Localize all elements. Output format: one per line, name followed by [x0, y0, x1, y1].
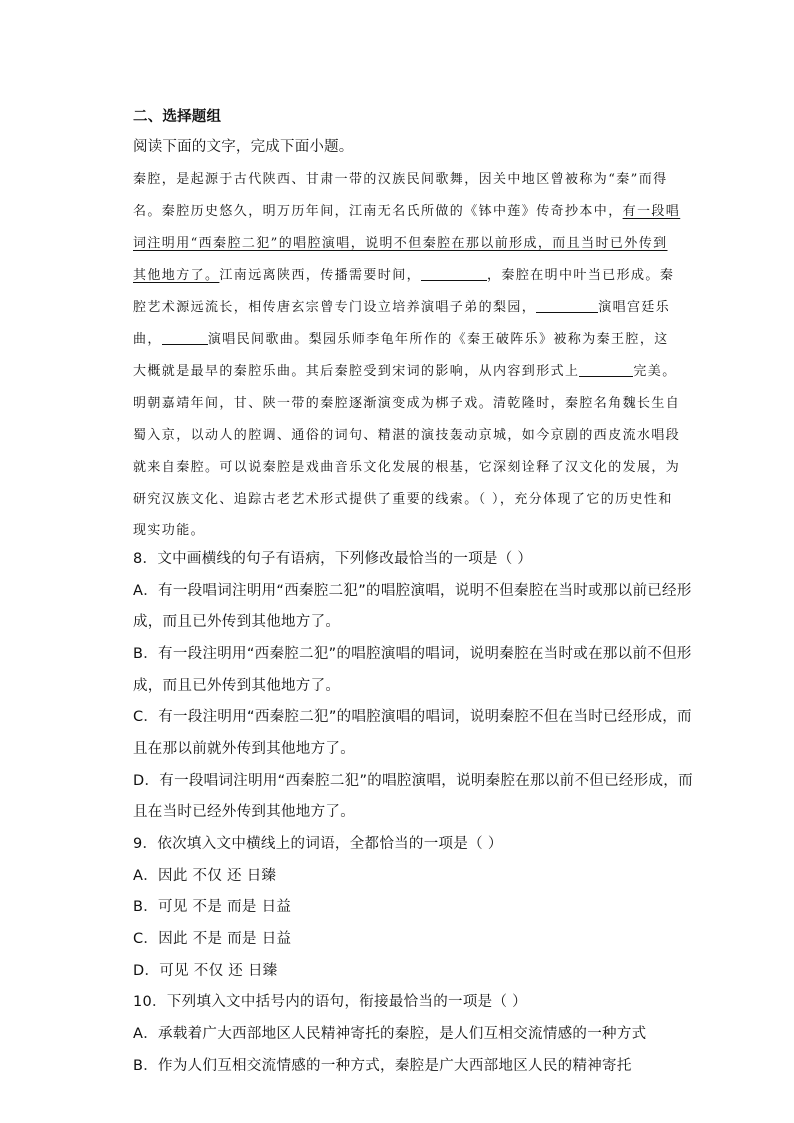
passage-line-12: 现实功能。 — [133, 523, 206, 538]
passage-line-7: 大概就是最早的秦腔乐曲。其后秦腔受到宋词的影响，从内容到形式上 完美。 — [133, 364, 677, 379]
question-8-option-c-cont: 且在那以前就外传到其他地方了。 — [133, 741, 355, 757]
passage-line-3 — [133, 234, 668, 254]
question-8-option-d[interactable]: D．有一段唱词注明用“西秦腔二犯”的唱腔演唱，说明秦腔在那以前不但已经形成，而 — [133, 773, 693, 789]
section-title: 二、选择题组 — [133, 109, 222, 125]
question-9-option-a[interactable]: A．因此 不仅 还 日臻 — [133, 868, 277, 884]
passage-line-8: 明朝嘉靖年间，甘、陕一带的秦腔逐渐演变成为梆子戏。清乾隆时，秦腔名角魏长生自 — [133, 396, 681, 411]
question-10-option-b[interactable]: B．作为人们互相交流情感的一种方式，秦腔是广大西部地区人民的精神寄托 — [133, 1058, 632, 1074]
question-8-option-d-cont: 且在当时已经外传到其他地方了。 — [133, 804, 355, 820]
passage-line-5: 腔艺术源远流长，相传唐玄宗曾专门设立培养演唱子弟的梨园， 演唱宫廷乐 — [133, 300, 671, 315]
fill-blank-1 — [421, 266, 487, 281]
question-8-option-c[interactable]: C．有一段注明用“西秦腔二犯”的唱腔演唱的唱词，说明秦腔不但在当时已经形成，而 — [133, 709, 692, 725]
question-9-option-c[interactable]: C．因此 不是 而是 日益 — [133, 931, 292, 947]
question-10-option-a[interactable]: A．承载着广大西部地区人民精神寄托的秦腔，是人们互相交流情感的一种方式 — [133, 1026, 647, 1042]
question-8-option-b-cont: 成，而且已外传到其他地方了。 — [133, 678, 341, 694]
question-10-stem: 10．下列填入文中括号内的语句，衔接最恰当的一项是（ ） — [133, 994, 527, 1010]
fill-blank-4 — [579, 362, 633, 377]
question-8-option-a[interactable]: A．有一段唱词注明用“西秦腔二犯”的唱腔演唱，说明不但秦腔在当时或那以前已经形 — [133, 583, 692, 599]
underlined-sentence: 其他地方了。 — [133, 268, 220, 283]
question-8-stem: 8．文中画横线的句子有语病，下列修改最恰当的一项是（ ） — [133, 551, 533, 567]
question-9-option-b[interactable]: B．可见 不是 而是 日益 — [133, 899, 292, 915]
instruction-text: 阅读下面的文字，完成下面小题。 — [133, 139, 354, 155]
passage-line-9: 蜀入京，以动人的腔调、通俗的词句、精湛的演技轰动京城，如今京剧的西皮流水唱段 — [133, 428, 681, 443]
fill-blank-3 — [162, 330, 208, 345]
underlined-sentence: 有一段唱 — [622, 204, 681, 219]
passage-line-4: 其他地方了。江南远离陕西，传播需要时间， ，秦腔在明中叶当已形成。秦 — [133, 268, 675, 283]
passage-line-11: 研究汉族文化、追踪古老艺术形式提供了重要的线索。（ ），充分体现了它的历史性和 — [133, 492, 673, 507]
fill-blank-2 — [536, 298, 598, 313]
question-9-option-d[interactable]: D．可见 不仅 还 日臻 — [133, 963, 278, 979]
passage-line-1: 秦腔，是起源于古代陕西、甘肃一带的汉族民间歌舞，因关中地区曾被称为“秦”而得 — [133, 172, 668, 187]
question-8-option-a-cont: 成，而且已外传到其他地方了。 — [133, 614, 341, 630]
passage-line-2: 名。秦腔历史悠久，明万历年间，江南无名氏所做的《钵中莲》传奇抄本中，有一段唱 — [133, 204, 681, 219]
question-8-option-b[interactable]: B．有一段注明用“西秦腔二犯”的唱腔演唱的唱词，说明秦腔在当时或在那以前不但形 — [133, 646, 692, 662]
question-9-stem: 9．依次填入文中横线上的词语，全都恰当的一项是（ ） — [133, 836, 503, 852]
passage-line-6: 曲， 演唱民间歌曲。梨园乐师李龟年所作的《秦王破阵乐》被称为秦王腔，这 — [133, 332, 669, 347]
underlined-sentence: 词注明用“西秦腔二犯”的唱腔演唱，说明不但秦腔在那以前形成，而且当时已外传到 — [133, 236, 668, 251]
passage-line-10: 就来自秦腔。可以说秦腔是戏曲音乐文化发展的根基，它深刻诠释了汉文化的发展，为 — [133, 460, 681, 475]
